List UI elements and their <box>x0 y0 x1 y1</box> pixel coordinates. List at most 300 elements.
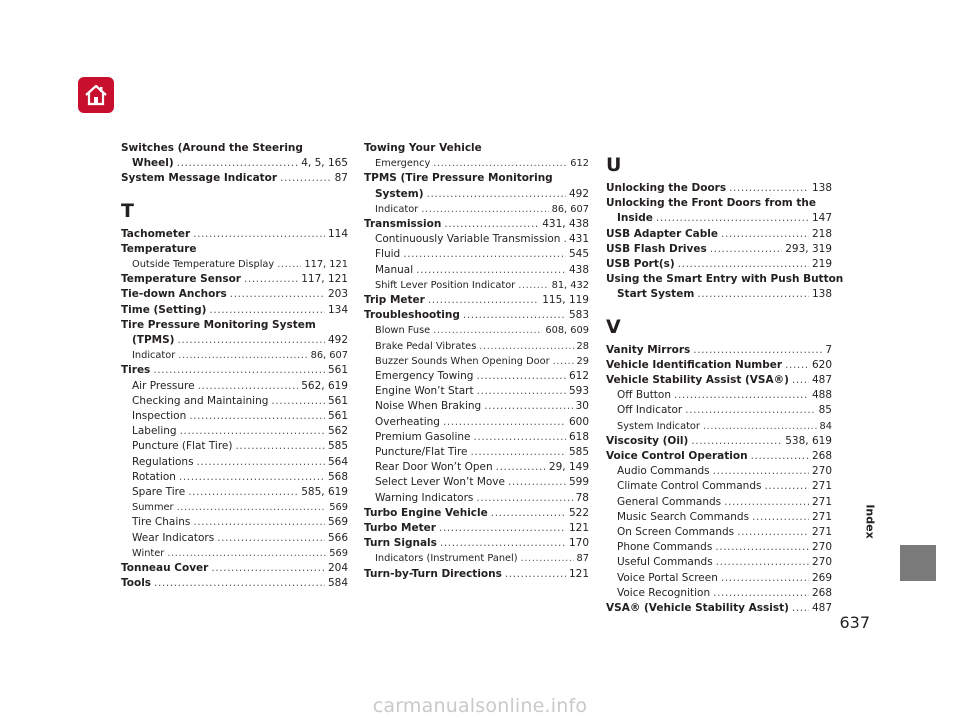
leader-dots <box>153 363 325 378</box>
entry-term: Buzzer Sounds When Opening Door <box>375 355 550 367</box>
leader-dots <box>518 278 548 293</box>
leader-dots <box>792 373 809 388</box>
entry-term: On Screen Commands <box>617 526 735 539</box>
index-subentry[interactable] <box>364 156 589 171</box>
entry-term: Indicator <box>375 203 419 215</box>
leader-dots <box>703 419 817 434</box>
leader-dots <box>721 227 809 242</box>
entry-term: Labeling <box>132 425 177 438</box>
index-entry[interactable] <box>121 303 348 318</box>
entry-pages[interactable]: 134 <box>327 303 348 316</box>
index-subentry[interactable] <box>606 571 832 586</box>
entry-pages[interactable]: 564 <box>327 455 348 468</box>
entry-term: Off Button <box>617 389 672 402</box>
entry-term: Rotation <box>132 470 176 483</box>
index-entry[interactable] <box>364 521 589 536</box>
leader-dots <box>751 449 809 464</box>
index-subentry[interactable] <box>364 460 589 475</box>
leader-dots <box>792 601 809 616</box>
entry-pages[interactable]: 569 <box>329 502 348 514</box>
entry-term: System Indicator <box>617 420 700 432</box>
leader-dots <box>463 308 566 323</box>
entry-pages[interactable]: 270 <box>811 465 832 478</box>
entry-term: Indicators (Instrument Panel) <box>375 553 518 565</box>
entry-pages[interactable]: 612 <box>568 370 589 383</box>
entry-term: (TPMS) <box>132 334 175 347</box>
entry-pages[interactable]: 4, 5, 165 <box>301 157 348 170</box>
index-entry-heading: Unlocking the Front Doors from the <box>606 197 816 210</box>
index-entry[interactable] <box>121 576 348 591</box>
entry-pages[interactable]: 612 <box>570 158 589 170</box>
index-subentry[interactable] <box>121 257 348 272</box>
index-entry[interactable] <box>606 601 832 616</box>
entry-term: Engine Won’t Start <box>375 385 474 398</box>
index-subentry[interactable] <box>364 339 589 354</box>
index-entry[interactable] <box>364 506 589 521</box>
leader-dots <box>471 445 566 460</box>
index-entry[interactable] <box>364 217 589 232</box>
index-entry[interactable] <box>364 567 589 582</box>
index-subentry[interactable] <box>364 415 589 430</box>
entry-pages[interactable]: 218 <box>811 227 832 240</box>
entry-term: Inside <box>617 212 653 225</box>
index-subentry[interactable] <box>364 202 589 217</box>
entry-pages[interactable]: 585 <box>568 446 589 459</box>
entry-pages[interactable]: 29 <box>576 355 589 367</box>
index-subentry[interactable] <box>121 470 348 485</box>
leader-dots <box>230 287 325 302</box>
index-entry[interactable] <box>364 187 589 202</box>
entry-pages[interactable]: 583 <box>568 309 589 322</box>
index-entry[interactable] <box>364 536 589 551</box>
leader-dots <box>416 263 566 278</box>
entry-pages[interactable]: 114 <box>327 227 348 240</box>
entry-term: Shift Lever Position Indicator <box>375 279 516 291</box>
entry-pages[interactable]: 7 <box>825 343 832 356</box>
index-entry[interactable] <box>606 287 832 302</box>
entry-term: Manual <box>375 263 414 276</box>
entry-pages[interactable]: 270 <box>811 541 832 554</box>
entry-pages[interactable]: 492 <box>568 187 589 200</box>
entry-pages[interactable]: 545 <box>568 248 589 261</box>
index-entry-heading: Using the Smart Entry with Push Button <box>606 273 844 286</box>
index-entry[interactable] <box>606 227 832 242</box>
index-entry-heading: Tire Pressure Monitoring System <box>121 318 316 331</box>
index-entry[interactable] <box>606 358 832 373</box>
entry-pages[interactable]: 271 <box>811 510 832 523</box>
entry-pages[interactable]: 566 <box>327 531 348 544</box>
leader-dots <box>752 510 809 525</box>
index-subentry[interactable] <box>364 399 589 414</box>
entry-term: Unlocking the Doors <box>606 182 727 194</box>
entry-term: Tire Chains <box>132 516 191 529</box>
entry-pages[interactable]: 569 <box>327 516 348 529</box>
entry-pages[interactable]: 270 <box>811 556 832 569</box>
index-subentry[interactable] <box>121 424 348 439</box>
leader-dots <box>715 540 809 555</box>
index-subentry[interactable] <box>121 394 348 409</box>
entry-pages[interactable]: 608, 609 <box>545 325 589 337</box>
leader-dots <box>713 586 809 601</box>
entry-term: Inspection <box>132 410 187 423</box>
leader-dots <box>691 434 782 449</box>
index-subentry[interactable] <box>121 500 348 515</box>
entry-pages[interactable]: 268 <box>811 450 832 463</box>
entry-pages[interactable]: 561 <box>327 394 348 407</box>
leader-dots <box>479 339 573 354</box>
entry-term: Voice Recognition <box>617 586 711 599</box>
entry-pages[interactable]: 561 <box>327 410 348 423</box>
entry-term: Regulations <box>132 455 194 468</box>
index-subentry[interactable] <box>364 278 589 293</box>
index-entry[interactable] <box>606 242 832 257</box>
index-subentry[interactable] <box>364 354 589 369</box>
entry-term: Phone Commands <box>617 541 713 554</box>
entry-pages[interactable]: 488 <box>811 389 832 402</box>
entry-term: Turbo Meter <box>364 522 436 535</box>
entry-pages[interactable]: 438 <box>568 263 589 276</box>
leader-dots <box>188 485 298 500</box>
page-number: 637 <box>839 613 870 632</box>
entry-pages[interactable]: 561 <box>327 364 348 377</box>
entry-term: Voice Portal Screen <box>617 571 718 584</box>
leader-dots <box>693 343 822 358</box>
entry-pages[interactable]: 585, 619 <box>301 486 348 499</box>
entry-term: Overheating <box>375 415 440 428</box>
leader-dots <box>177 156 299 171</box>
leader-dots <box>403 247 566 262</box>
entry-pages[interactable]: 87 <box>334 172 348 185</box>
index-entry[interactable] <box>121 156 348 171</box>
index-subentry[interactable] <box>364 384 589 399</box>
index-subentry[interactable] <box>364 445 589 460</box>
index-entry[interactable] <box>121 287 348 302</box>
index-column-3 <box>606 141 844 616</box>
entry-term: Tires <box>121 364 151 377</box>
entry-term: Warning Indicators <box>375 491 474 504</box>
entry-term: Fluid <box>375 248 401 261</box>
footer-watermark: carmanualsonline.info <box>372 695 588 717</box>
leader-dots <box>508 475 566 490</box>
index-subentry[interactable] <box>606 510 832 525</box>
leader-dots <box>729 181 809 196</box>
home-button[interactable] <box>78 77 114 113</box>
leader-dots <box>764 479 808 494</box>
leader-dots <box>179 470 325 485</box>
entry-term: Tonneau Cover <box>121 562 209 575</box>
leader-dots <box>427 187 566 202</box>
entry-term: Wheel) <box>132 157 174 170</box>
entry-pages[interactable]: 569 <box>329 547 348 559</box>
entry-pages[interactable]: 84 <box>819 420 832 432</box>
index-entry-heading: Towing Your Vehicle <box>364 142 482 154</box>
index-entry[interactable] <box>121 333 348 348</box>
leader-dots <box>244 272 298 287</box>
entry-pages[interactable]: 219 <box>811 258 832 271</box>
index-letter-heading: T <box>121 199 134 222</box>
index-side-label: Index <box>863 503 877 539</box>
entry-pages[interactable]: 29, 149 <box>548 461 589 474</box>
entry-pages[interactable]: 78 <box>575 491 589 504</box>
leader-dots <box>177 500 327 515</box>
entry-pages[interactable]: 28 <box>576 340 589 352</box>
index-entry-heading: TPMS (Tire Pressure Monitoring <box>364 172 553 185</box>
entry-term: Turbo Engine Vehicle <box>364 506 488 519</box>
entry-term: Checking and Maintaining <box>132 394 269 407</box>
index-subentry[interactable] <box>121 379 348 394</box>
leader-dots <box>280 171 332 186</box>
leader-dots <box>433 156 567 171</box>
index-subentry[interactable] <box>606 464 832 479</box>
leader-dots <box>724 495 809 510</box>
entry-term: VSA® (Vehicle Stability Assist) <box>606 602 789 615</box>
entry-pages[interactable]: 138 <box>811 288 832 301</box>
index-entry[interactable] <box>121 363 348 378</box>
entry-term: Indicator <box>132 350 176 362</box>
entry-pages[interactable]: 271 <box>811 480 832 493</box>
index-subentry[interactable] <box>606 479 832 494</box>
entry-pages[interactable]: 85 <box>818 404 832 417</box>
entry-term: Brake Pedal Vibrates <box>375 340 477 352</box>
entry-pages[interactable]: 269 <box>811 571 832 584</box>
entry-pages[interactable]: 431, 438 <box>542 218 589 231</box>
leader-dots <box>710 242 783 257</box>
entry-pages[interactable]: 620 <box>811 358 832 371</box>
leader-dots <box>189 409 325 424</box>
leader-dots <box>505 567 566 582</box>
entry-pages[interactable]: 562, 619 <box>301 379 348 392</box>
index-entry[interactable] <box>606 449 832 464</box>
entry-term: USB Flash Drives <box>606 242 707 255</box>
entry-pages[interactable]: 271 <box>811 495 832 508</box>
entry-term: Outside Temperature Display <box>132 259 275 271</box>
leader-dots <box>167 546 326 561</box>
entry-term: Trip Meter <box>364 294 425 307</box>
entry-pages[interactable]: 117, 121 <box>304 259 348 271</box>
entry-term: Start System <box>617 288 695 301</box>
entry-term: Spare Tire <box>132 486 186 499</box>
entry-term: Puncture/Flat Tire <box>375 446 468 459</box>
index-entry[interactable] <box>606 373 832 388</box>
leader-dots <box>177 333 324 348</box>
index-entry[interactable] <box>606 181 832 196</box>
entry-term: Useful Commands <box>617 556 713 569</box>
index-entry[interactable] <box>121 561 348 576</box>
entry-pages[interactable]: 487 <box>811 374 832 387</box>
entry-pages[interactable]: 487 <box>811 602 832 615</box>
leader-dots <box>154 576 325 591</box>
entry-term: Off Indicator <box>617 404 683 417</box>
index-subentry[interactable] <box>121 485 348 500</box>
entry-pages[interactable]: 81, 432 <box>551 279 589 291</box>
index-subentry[interactable] <box>364 263 589 278</box>
index-entry[interactable] <box>121 171 348 186</box>
index-entry[interactable] <box>121 272 348 287</box>
entry-term: Emergency <box>375 158 431 170</box>
entry-term: General Commands <box>617 495 722 508</box>
leader-dots <box>217 531 325 546</box>
index-entry-heading: Temperature <box>121 242 197 255</box>
index-subentry[interactable] <box>121 546 348 561</box>
entry-pages[interactable]: 600 <box>568 415 589 428</box>
index-letter-heading: U <box>606 154 622 176</box>
leader-dots <box>193 227 325 242</box>
entry-term: Time (Setting) <box>121 303 207 316</box>
leader-dots <box>678 257 809 272</box>
index-subentry[interactable] <box>364 491 589 506</box>
leader-dots <box>716 555 809 570</box>
entry-pages[interactable]: 618 <box>568 430 589 443</box>
entry-pages[interactable]: 271 <box>811 526 832 539</box>
index-subentry[interactable] <box>121 531 348 546</box>
entry-pages[interactable]: 170 <box>568 537 589 550</box>
entry-term: System) <box>375 187 424 200</box>
index-entry[interactable] <box>606 434 832 449</box>
entry-term: Turn Signals <box>364 537 437 550</box>
leader-dots <box>180 424 325 439</box>
leader-dots <box>209 303 325 318</box>
index-entry[interactable] <box>364 293 589 308</box>
leader-dots <box>521 551 574 566</box>
leader-dots <box>473 430 565 445</box>
index-subentry[interactable] <box>121 439 348 454</box>
index-subentry[interactable] <box>121 348 348 363</box>
index-entry[interactable] <box>364 308 589 323</box>
leader-dots <box>737 525 809 540</box>
leader-dots <box>713 464 809 479</box>
index-subentry[interactable] <box>606 525 832 540</box>
index-subentry[interactable] <box>121 515 348 530</box>
entry-term: Vanity Mirrors <box>606 343 691 356</box>
entry-pages[interactable]: 568 <box>327 470 348 483</box>
entry-term: Audio Commands <box>617 465 710 478</box>
index-subentry[interactable] <box>364 247 589 262</box>
entry-pages[interactable]: 268 <box>811 586 832 599</box>
entry-pages[interactable]: 147 <box>811 212 832 225</box>
leader-dots <box>484 399 572 414</box>
entry-term: Rear Door Won’t Open <box>375 461 493 474</box>
leader-dots <box>496 460 546 475</box>
leader-dots <box>433 323 542 338</box>
entry-term: Premium Gasoline <box>375 430 471 443</box>
entry-term: Viscosity (Oil) <box>606 434 689 447</box>
entry-pages[interactable]: 204 <box>327 562 348 575</box>
entry-term: Music Search Commands <box>617 510 750 523</box>
entry-term: Air Pressure <box>132 379 195 392</box>
entry-term: System Message Indicator <box>121 172 278 185</box>
entry-pages[interactable]: 203 <box>327 288 348 301</box>
index-subentry[interactable] <box>364 551 589 566</box>
entry-pages[interactable]: 30 <box>575 400 589 413</box>
entry-pages[interactable]: 117, 121 <box>301 273 348 286</box>
entry-term: Vehicle Identification Number <box>606 358 783 371</box>
entry-pages[interactable]: 138 <box>811 182 832 194</box>
entry-term: Puncture (Flat Tire) <box>132 440 233 453</box>
entry-pages[interactable]: 538, 619 <box>785 434 832 447</box>
entry-term: Emergency Towing <box>375 370 474 383</box>
leader-dots <box>428 293 539 308</box>
index-subentry[interactable] <box>364 323 589 338</box>
leader-dots <box>476 491 572 506</box>
leader-dots <box>444 217 539 232</box>
entry-term: Tools <box>121 577 152 590</box>
entry-pages[interactable]: 115, 119 <box>542 294 589 307</box>
index-subentry[interactable] <box>121 455 348 470</box>
index-subentry[interactable] <box>364 232 589 247</box>
index-letter-heading: V <box>606 315 621 338</box>
index-subentry[interactable] <box>606 403 832 418</box>
leader-dots <box>421 202 548 217</box>
entry-term: Turn-by-Turn Directions <box>364 567 502 580</box>
entry-pages[interactable]: 87 <box>576 553 589 565</box>
entry-term: USB Port(s) <box>606 258 675 271</box>
entry-pages[interactable]: 492 <box>327 334 348 347</box>
leader-dots <box>697 287 809 302</box>
index-subentry[interactable] <box>606 495 832 510</box>
index-entry[interactable] <box>606 211 832 226</box>
entry-pages[interactable]: 585 <box>327 440 348 453</box>
entry-term: Noise When Braking <box>375 400 482 413</box>
index-subentry[interactable] <box>606 419 832 434</box>
entry-pages[interactable]: 86, 607 <box>310 350 348 362</box>
entry-pages[interactable]: 522 <box>568 506 589 519</box>
entry-pages[interactable]: 431 <box>568 233 589 246</box>
leader-dots <box>235 439 324 454</box>
index-entry[interactable] <box>606 343 832 358</box>
index-entry[interactable] <box>121 227 348 242</box>
index-subentry[interactable] <box>364 430 589 445</box>
leader-dots <box>197 455 325 470</box>
entry-term: Tachometer <box>121 227 191 240</box>
index-subentry[interactable] <box>121 409 348 424</box>
entry-pages[interactable]: 121 <box>568 567 589 580</box>
entry-pages[interactable]: 599 <box>568 476 589 489</box>
entry-term: USB Adapter Cable <box>606 227 718 240</box>
leader-dots <box>277 257 301 272</box>
entry-pages[interactable]: 584 <box>327 577 348 590</box>
index-column-1 <box>121 141 348 591</box>
index-subentry[interactable] <box>364 369 589 384</box>
leader-dots <box>685 403 815 418</box>
leader-dots <box>563 232 566 247</box>
entry-pages[interactable]: 121 <box>568 522 589 535</box>
entry-term: Vehicle Stability Assist (VSA®) <box>606 374 789 387</box>
index-subentry[interactable] <box>364 475 589 490</box>
leader-dots <box>476 369 566 384</box>
entry-pages[interactable]: 86, 607 <box>551 203 589 215</box>
entry-pages[interactable]: 593 <box>568 385 589 398</box>
entry-pages[interactable]: 293, 319 <box>785 242 832 255</box>
index-subentry[interactable] <box>606 388 832 403</box>
entry-term: Blown Fuse <box>375 325 431 337</box>
index-tab[interactable] <box>900 545 936 581</box>
index-entry[interactable] <box>606 257 832 272</box>
index-subentry[interactable] <box>606 586 832 601</box>
leader-dots <box>721 571 809 586</box>
entry-term: Transmission <box>364 218 442 231</box>
leader-dots <box>656 211 809 226</box>
entry-pages[interactable]: 562 <box>327 425 348 438</box>
entry-term: Climate Control Commands <box>617 480 762 493</box>
leader-dots <box>443 415 566 430</box>
index-subentry[interactable] <box>606 555 832 570</box>
home-icon <box>83 83 109 107</box>
leader-dots <box>439 521 566 536</box>
leader-dots <box>553 354 574 369</box>
entry-term: Winter <box>132 547 165 559</box>
entry-term: Continuously Variable Transmission <box>375 233 561 246</box>
index-subentry[interactable] <box>606 540 832 555</box>
